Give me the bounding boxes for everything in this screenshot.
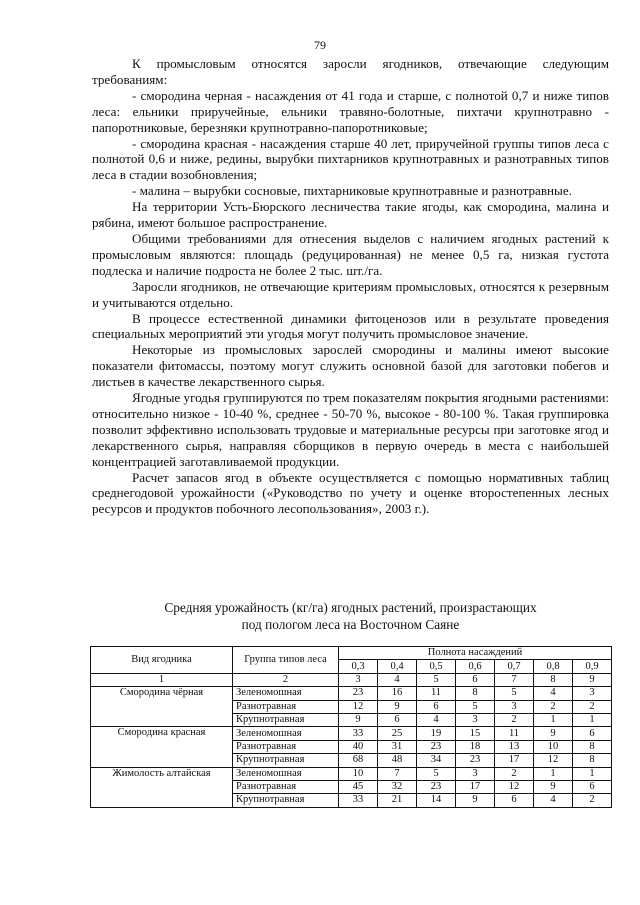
paragraph: Ягодные угодья группируются по трем показателям покрытия ягодными растениями: относительно низкое - 10-40 %, среднее - 50-70 %, высокое - 80-100 %. Такая группировка позволит эффективно использовать трудовые и материальные ресурсы при заготовке ягод и лекарственного сырья, направляя сборщиков в первую очередь в места с наибольшей концентрацией заготавливаемой продукции. (92, 390, 609, 469)
group-cell: Зеленомошная (233, 687, 339, 700)
value-cell: 5 (417, 767, 456, 780)
value-cell: 17 (495, 754, 534, 767)
value-cell: 68 (339, 754, 378, 767)
yield-table (90, 646, 612, 808)
value-cell: 6 (573, 780, 612, 793)
value-cell: 23 (456, 754, 495, 767)
index-cell: 4 (378, 673, 417, 686)
index-cell: 8 (534, 673, 573, 686)
paragraph: К промысловым относятся заросли ягодников, отвечающие следующим требованиям: (92, 56, 609, 87)
value-cell: 15 (456, 727, 495, 740)
value-cell: 5 (456, 700, 495, 713)
value-cell: 6 (378, 713, 417, 726)
value-cell: 6 (573, 727, 612, 740)
value-cell: 18 (456, 740, 495, 753)
group-cell: Разнотравная (233, 740, 339, 753)
group-cell: Крупнотравная (233, 713, 339, 726)
paragraph: Общими требованиями для отнесения выделов с наличием ягодных растений к промысловым являются: площадь (редуцированная) не менее 0,5 га, низкая густота подлеска и наличие подроста не более 2 тыс. шт./га. (92, 230, 609, 278)
density-cell: 0,8 (534, 660, 573, 673)
table-title (92, 600, 609, 633)
paragraph: - смородина красная - насаждения старше 40 лет, приручейной группы типов леса с полнотой 0,6 и ниже, редины, вырубки пихтарников крупнотравных и разнотравных типов леса в стадии возобновления; (92, 135, 609, 183)
value-cell: 4 (417, 713, 456, 726)
table-title-line: под пологом леса на Восточном Саяне (241, 616, 460, 632)
value-cell: 9 (456, 794, 495, 807)
value-cell: 3 (456, 767, 495, 780)
value-cell: 1 (534, 767, 573, 780)
header-group: Группа типов леса (233, 647, 339, 674)
density-cell: 0,6 (456, 660, 495, 673)
value-cell: 9 (534, 780, 573, 793)
value-cell: 2 (495, 713, 534, 726)
value-cell: 4 (534, 794, 573, 807)
value-cell: 2 (573, 794, 612, 807)
group-cell: Зеленомошная (233, 767, 339, 780)
value-cell: 9 (339, 713, 378, 726)
group-cell: Крупнотравная (233, 754, 339, 767)
value-cell: 2 (534, 700, 573, 713)
value-cell: 23 (417, 740, 456, 753)
value-cell: 6 (495, 794, 534, 807)
value-cell: 12 (339, 700, 378, 713)
paragraph: В процессе естественной динамики фитоценозов или в результате проведения специальных мероприятий эти угодья могут получить промысловое значение. (92, 310, 609, 342)
species-cell: Смородина чёрная (91, 687, 233, 727)
index-row (91, 673, 612, 686)
body-text (92, 56, 609, 517)
value-cell: 45 (339, 780, 378, 793)
value-cell: 9 (534, 727, 573, 740)
density-cell: 0,3 (339, 660, 378, 673)
value-cell: 12 (534, 754, 573, 767)
paragraph: Заросли ягодников, не отвечающие критериям промысловых, относятся к резервным и учитываются отдельно. (92, 278, 609, 310)
index-cell: 2 (233, 673, 339, 686)
paragraph: - смородина черная - насаждения от 41 года и старше, с полнотой 0,7 и ниже типов леса: ельники приручейные, ельники травяно-болотные, пихтачи крупнотравно - папоротниковые, березняки крупнотравно-папоротниковые; (92, 87, 609, 135)
value-cell: 19 (417, 727, 456, 740)
value-cell: 7 (378, 767, 417, 780)
group-cell: Разнотравная (233, 780, 339, 793)
page-number: 79 (314, 38, 326, 52)
header-species: Вид ягодника (91, 647, 233, 674)
table-title-line: Средняя урожайность (кг/га) ягодных растений, произрастающих (164, 600, 537, 615)
value-cell: 33 (339, 794, 378, 807)
value-cell: 1 (573, 713, 612, 726)
value-cell: 31 (378, 740, 417, 753)
value-cell: 6 (417, 700, 456, 713)
paragraph: - малина – вырубки сосновые, пихтарниковые крупнотравные и разнотравные. (132, 183, 572, 199)
value-cell: 11 (495, 727, 534, 740)
species-cell: Смородина красная (91, 727, 233, 767)
table-row (91, 687, 612, 700)
value-cell: 33 (339, 727, 378, 740)
value-cell: 25 (378, 727, 417, 740)
value-cell: 2 (495, 767, 534, 780)
value-cell: 8 (573, 740, 612, 753)
value-cell: 3 (456, 713, 495, 726)
paragraph: Некоторые из промысловых зарослей смородины и малины имеют высокие показатели фитомассы, поэтому могут служить основной базой для заготовки побегов и листьев в качестве лекарственного сырья. (92, 342, 609, 390)
index-cell: 3 (339, 673, 378, 686)
density-cell: 0,9 (573, 660, 612, 673)
value-cell: 12 (495, 780, 534, 793)
value-cell: 14 (417, 794, 456, 807)
value-cell: 34 (417, 754, 456, 767)
value-cell: 40 (339, 740, 378, 753)
value-cell: 10 (534, 740, 573, 753)
group-cell: Крупнотравная (233, 794, 339, 807)
density-cell: 0,4 (378, 660, 417, 673)
value-cell: 13 (495, 740, 534, 753)
value-cell: 16 (378, 687, 417, 700)
value-cell: 11 (417, 687, 456, 700)
value-cell: 3 (495, 700, 534, 713)
index-cell: 9 (573, 673, 612, 686)
value-cell: 4 (534, 687, 573, 700)
density-cell: 0,5 (417, 660, 456, 673)
value-cell: 1 (573, 767, 612, 780)
value-cell: 8 (573, 754, 612, 767)
value-cell: 17 (456, 780, 495, 793)
value-cell: 32 (378, 780, 417, 793)
value-cell: 5 (495, 687, 534, 700)
value-cell: 10 (339, 767, 378, 780)
value-cell: 23 (417, 780, 456, 793)
value-cell: 48 (378, 754, 417, 767)
index-cell: 1 (91, 673, 233, 686)
value-cell: 2 (573, 700, 612, 713)
value-cell: 9 (378, 700, 417, 713)
table-row (91, 727, 612, 740)
value-cell: 21 (378, 794, 417, 807)
value-cell: 3 (573, 687, 612, 700)
density-cell: 0,7 (495, 660, 534, 673)
value-cell: 1 (534, 713, 573, 726)
species-cell: Жимолость алтайская (91, 767, 233, 807)
paragraph: На территории Усть-Бюрского лесничества такие ягоды, как смородина, малина и рябина, имеют большое распространение. (92, 199, 609, 231)
index-cell: 6 (456, 673, 495, 686)
index-cell: 5 (417, 673, 456, 686)
value-cell: 8 (456, 687, 495, 700)
paragraph: Расчет запасов ягод в объекте осуществляется с помощью нормативных таблиц среднегодовой урожайности («Руководство по учету и оценке второстепенных лесных ресурсов и продуктов побочного лесопользования», 2003 г.). (92, 469, 609, 517)
header-density: Полнота насаждений (339, 647, 612, 660)
group-cell: Зеленомошная (233, 727, 339, 740)
group-cell: Разнотравная (233, 700, 339, 713)
value-cell: 23 (339, 687, 378, 700)
index-cell: 7 (495, 673, 534, 686)
table-row (91, 767, 612, 780)
